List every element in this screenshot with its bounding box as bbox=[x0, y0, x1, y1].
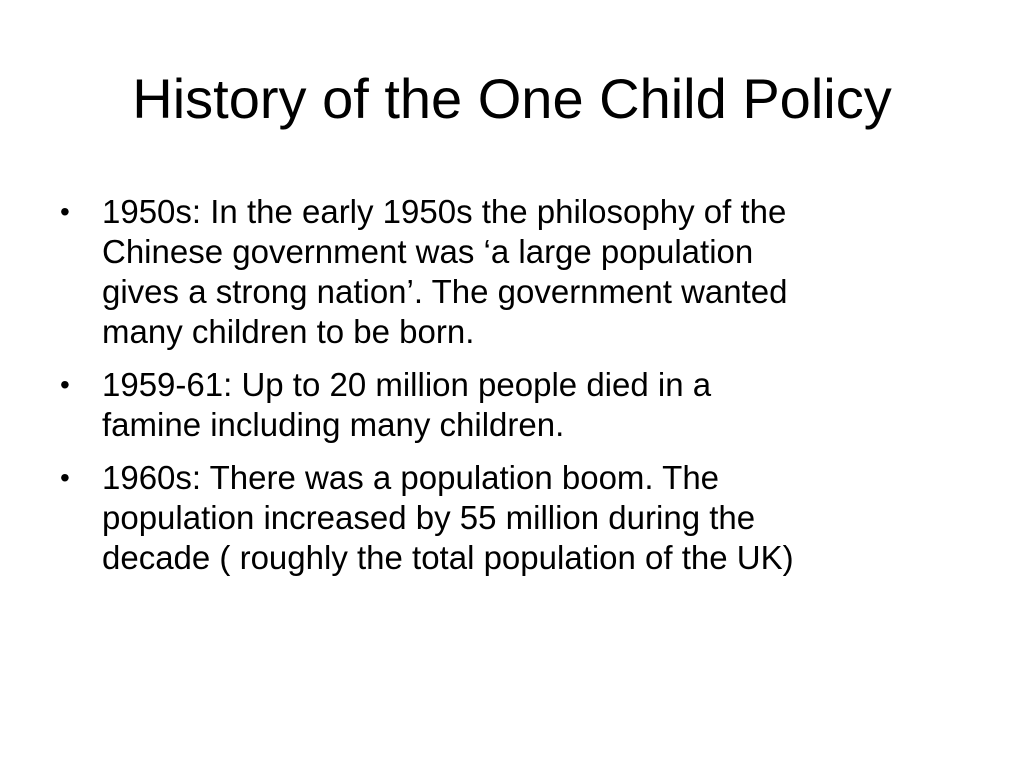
bullet-text-line: many children to be born. bbox=[102, 313, 475, 350]
bullet-text-line: population increased by 55 million during the bbox=[102, 499, 756, 536]
bullet-item-1959-61 bbox=[60, 365, 980, 445]
bullet-dot-icon: • bbox=[60, 369, 70, 400]
bullet-text-line: Chinese government was ‘a large population bbox=[102, 233, 754, 270]
bullet-item-1960s bbox=[60, 458, 980, 578]
bullet-text-line: 1960s: There was a population boom. The bbox=[102, 459, 720, 496]
bullet-list bbox=[60, 192, 980, 591]
bullet-dot-icon: • bbox=[60, 196, 70, 227]
bullet-item-1950s bbox=[60, 192, 980, 352]
bullet-text-line: 1950s: In the early 1950s the philosophy of the bbox=[102, 193, 787, 230]
bullet-text-line: famine including many children. bbox=[102, 406, 565, 443]
bullet-dot-icon: • bbox=[60, 462, 70, 493]
bullet-text-line: 1959-61: Up to 20 million people died in a bbox=[102, 366, 712, 403]
bullet-text-line: gives a strong nation’. The government wanted bbox=[102, 273, 788, 310]
bullet-text-line: decade ( roughly the total population of the UK) bbox=[102, 539, 794, 576]
slide-title: History of the One Child Policy bbox=[132, 67, 892, 130]
